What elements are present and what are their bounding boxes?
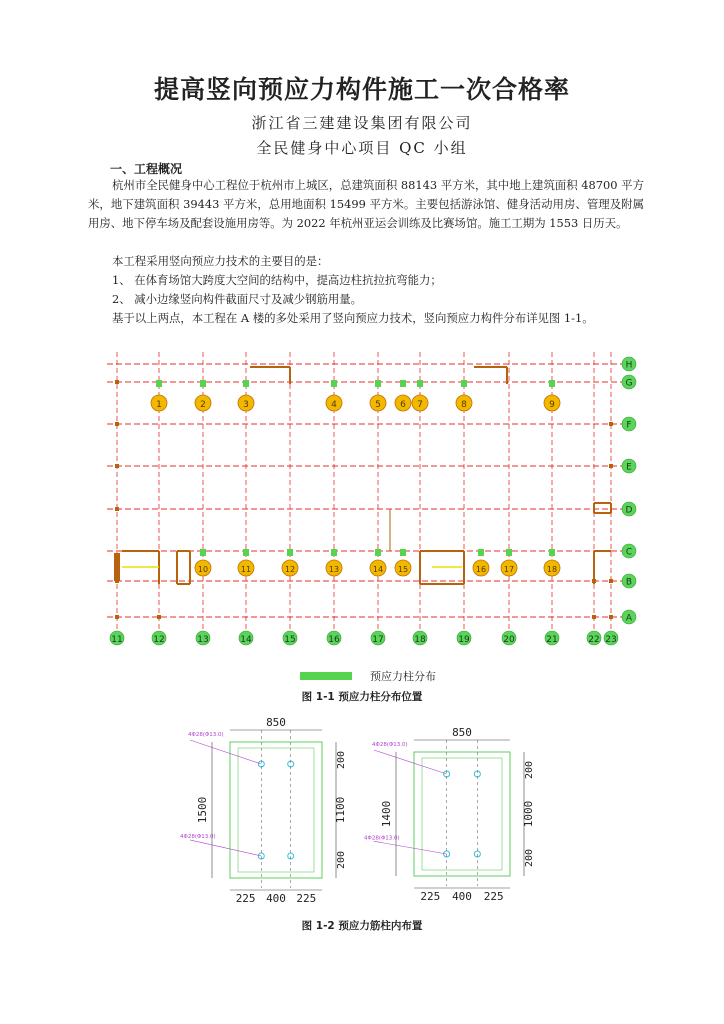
qc-group-name: 全民健身中心项目 QC 小组 [256,139,468,157]
column-marker-number: 5 [375,400,381,410]
prestress-column [287,549,293,556]
prestress-column [200,549,206,556]
right-section-column-outline [414,752,510,876]
paragraph-conclusion: 基于以上两点，本工程在 A 楼的多处采用了竖向预应力技术，竖向预应力构件分布详见图 1-1。 [112,311,594,325]
prestress-column [417,380,423,387]
left-section-leader-line [190,840,261,856]
legend-swatch [300,672,352,680]
axis-label-number: 20 [503,635,515,645]
left-section-dim-bottom-segment: 225 [296,892,317,905]
axis-label-letter: B [625,577,633,588]
column-marker-number: 14 [372,565,384,574]
axis-label-number: 15 [284,635,296,645]
right-section-dim-bottom-segment: 225 [483,890,504,903]
prestress-column [243,549,249,556]
column-marker-number: 13 [328,565,340,574]
prestress-column [243,380,249,387]
left-section-dim-bottom-segment: 225 [235,892,256,905]
company-name: 浙江省三建建设集团有限公司 [251,114,473,132]
paragraph-purpose-2: 2、 减小边缘竖向构件截面尺寸及减少钢筋用量。 [112,292,363,306]
section-heading: 一、工程概况 [110,162,183,176]
left-section-dim-top: 200 [336,750,347,770]
prestress-column [156,380,162,387]
column-marker [592,615,596,619]
right-section-tendon-label-side: 4Φ28(Φ13.0) [364,835,400,842]
left-section-leader-line [190,740,261,764]
left-section-tendon-label-side: 4Φ28(Φ13.0) [180,833,216,840]
paragraph-purpose-1: 1、 在体育场馆大跨度大空间的结构中，提高边柱抗拉抗弯能力； [112,273,442,287]
column-marker [157,615,161,619]
prestress-column [331,380,337,387]
left-section-tendon-label-top: 4Φ28(Φ13.0) [188,732,224,738]
column-marker [115,464,119,468]
prestress-column [375,549,381,556]
axis-label-letter: E [626,462,632,473]
axis-label-number: 19 [458,635,470,645]
figure2-caption: 图 1-2 预应力筋柱内布置 [301,920,423,932]
axis-label-letter: F [626,420,632,431]
column-marker-number: 12 [284,565,296,574]
paragraph-overview: 杭州市全民健身中心工程位于杭州市上城区，总建筑面积 88143 平方米，其中地上建筑面积 48700 平方米，地下建筑面积 39443 平方米，总用地面积 15499 平方米。主要包括游泳馆、健身活动用房、管理及附属用房、地下停车场及配套设施用房等。为 2022 年杭州亚运会训练及比赛场馆。施工工期为 1553 日历天。 [88,178,644,230]
prestress-column [461,380,467,387]
column-marker [609,615,613,619]
axis-label-number: 18 [414,635,426,645]
column-marker-number: 17 [503,565,515,574]
column-marker-number: 1 [156,400,162,410]
axis-label-number: 13 [197,635,209,645]
prestress-column [478,549,484,556]
paragraph-purpose-intro: 本工程采用竖向预应力技术的主要目的是： [112,254,329,268]
left-section-dim-height: 1500 [196,796,209,824]
axis-label-number: 21 [546,635,558,645]
right-section-leader-line [374,841,447,854]
column-marker-number: 18 [546,565,558,574]
column-marker [592,579,596,583]
prestress-column [400,549,406,556]
column-marker [115,380,119,384]
right-section-dim-inner: 1000 [522,800,535,828]
right-section-dim-top: 200 [524,760,535,780]
column-marker [115,422,119,426]
right-section-leader-line [374,750,447,774]
prestress-column [549,549,555,556]
axis-label-letter: D [625,505,633,516]
axis-label-number: 11 [111,635,123,645]
wall-block [114,553,120,581]
column-marker [115,507,119,511]
axis-label-number: 16 [328,635,340,645]
left-section-dim-inner: 1100 [334,796,347,824]
column-marker-number: 16 [475,565,487,574]
column-marker-number: 11 [240,565,252,574]
axis-label-number: 22 [588,635,600,645]
axis-label-letter: A [625,613,633,624]
right-section-dim-bottom-segment: 225 [420,890,441,903]
left-section-dim-width: 850 [266,716,286,729]
legend-label: 预应力柱分布 [370,670,436,683]
axis-label-letter: C [625,547,633,558]
column-marker-number: 3 [243,400,249,410]
column-marker [115,579,119,583]
left-section-dim-bottom: 200 [336,850,347,870]
right-section-dim-width: 850 [452,726,472,739]
right-section-stirrup-outline [422,758,502,870]
column-marker [609,579,613,583]
right-section-dim-bottom: 200 [524,848,535,868]
axis-label-letter: H [625,360,633,371]
column-marker-number: 6 [400,400,406,410]
column-marker [609,464,613,468]
column-marker-number: 2 [200,400,206,410]
axis-label-number: 17 [372,635,384,645]
right-section-tendon-label-top: 4Φ28(Φ13.0) [372,742,408,748]
axis-label-letter: G [625,378,633,389]
document-title: 提高竖向预应力构件施工一次合格率 [153,75,570,104]
column-marker-number: 9 [549,400,555,410]
prestress-column [506,549,512,556]
column-marker [609,422,613,426]
column-marker [115,615,119,619]
column-marker-number: 8 [461,400,467,410]
right-section-dim-height: 1400 [380,800,393,828]
prestress-column [400,380,406,387]
column-marker-number: 4 [331,400,337,410]
axis-label-number: 12 [153,635,165,645]
right-section-dim-bottom-segment: 400 [452,890,472,903]
column-marker-number: 10 [197,565,209,574]
column-marker-number: 15 [397,565,409,574]
figure1-caption: 图 1-1 预应力柱分布位置 [301,691,423,703]
axis-label-number: 23 [605,635,617,645]
left-section-column-outline [230,742,322,878]
axis-label-number: 14 [240,635,252,645]
prestress-column [200,380,206,387]
prestress-column [331,549,337,556]
prestress-column [549,380,555,387]
prestress-column [375,380,381,387]
column-marker-number: 7 [417,400,423,410]
left-section-dim-bottom-segment: 400 [266,892,286,905]
